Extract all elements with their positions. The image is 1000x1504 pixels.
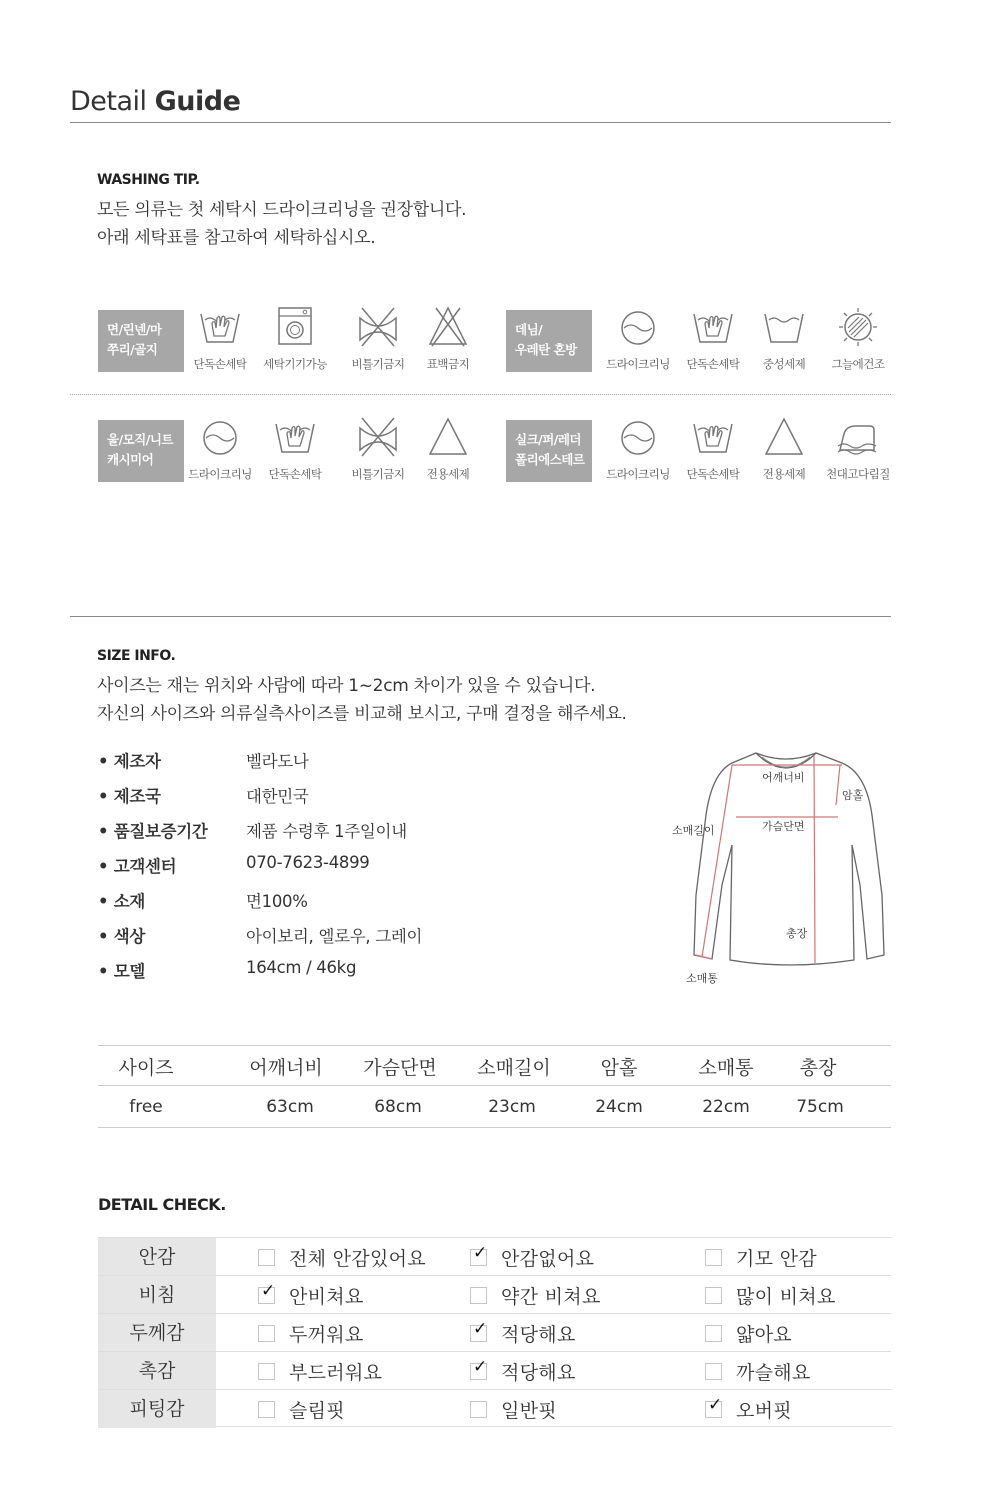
size-value-cuff: 22cm [702, 1097, 750, 1117]
wash-item: 전용세제 [746, 416, 822, 482]
wash-item: 드라이크리닝 [182, 416, 258, 482]
detail-row-sheerness: 비침 ✓ 안비쳐요 약간 비쳐요 많이 비쳐요 [98, 1275, 891, 1313]
size-info-label: SIZE INFO. [97, 648, 176, 664]
header-divider [70, 122, 891, 123]
diagram-label-shoulder: 어깨너비 [762, 771, 805, 784]
washing-category-silk: 실크/퍼/레더 폴리에스테르 [506, 420, 592, 482]
wash-item: 단독손세탁 [675, 416, 751, 482]
check-icon: ✓ [708, 1394, 723, 1415]
detail-option[interactable]: 슬림핏 [258, 1390, 345, 1428]
size-value-shoulder: 63cm [266, 1097, 314, 1117]
detail-option[interactable]: 부드러워요 [258, 1352, 382, 1390]
detail-option[interactable]: ✓ 안비쳐요 [258, 1276, 364, 1314]
size-header-length: 총장 [799, 1057, 837, 1079]
diagram-label-cuff: 소매통 [686, 972, 718, 985]
wash-item: 천대고다림질 [820, 416, 896, 482]
page-title: Detail Guide [70, 86, 241, 117]
check-icon: ✓ [261, 1280, 276, 1301]
diagram-label-sleeve: 소매길이 [672, 824, 715, 837]
checkbox[interactable] [470, 1356, 488, 1380]
checkbox[interactable] [705, 1249, 722, 1266]
detail-check-label: DETAIL CHECK. [98, 1195, 226, 1214]
detail-option[interactable]: 많이 비쳐요 [705, 1276, 836, 1314]
checkbox[interactable] [470, 1401, 487, 1418]
checkbox[interactable] [470, 1318, 488, 1342]
diagram-label-length: 총장 [786, 927, 808, 940]
detail-option[interactable]: ✓ 안감없어요 [470, 1238, 594, 1276]
size-header-sleeve: 소매길이 [477, 1057, 551, 1079]
size-value-size: free [129, 1097, 163, 1117]
dotted-divider [70, 394, 891, 395]
size-table [98, 1045, 891, 1129]
diagram-label-armhole: 암홀 [842, 789, 864, 802]
no-wring-icon [356, 306, 400, 348]
size-header-armhole: 암홀 [600, 1057, 638, 1079]
checkbox[interactable] [470, 1242, 488, 1266]
hand-wash-icon [691, 306, 735, 348]
size-value-chest: 68cm [374, 1097, 422, 1117]
hand-wash-icon [198, 306, 242, 348]
dry-clean-icon [198, 416, 242, 458]
wash-item: 표백금지 [410, 306, 486, 372]
washing-tip-desc: 모든 의류는 첫 세탁시 드라이크리닝을 권장합니다. 아래 세탁표를 참고하여 세탁하십시오. [97, 200, 467, 248]
size-table-mid-line [98, 1085, 891, 1086]
wash-item: 전용세제 [410, 416, 486, 482]
checkbox[interactable] [258, 1249, 275, 1266]
diagram-label-chest: 가슴단면 [762, 820, 805, 833]
hand-wash-icon [691, 416, 735, 458]
special-detergent-icon [762, 416, 806, 458]
no-wring-icon [356, 416, 400, 458]
size-value-armhole: 24cm [595, 1097, 643, 1117]
wash-item: 단독손세탁 [675, 306, 751, 372]
detail-option[interactable]: ✓ 적당해요 [470, 1352, 576, 1390]
check-icon: ✓ [473, 1356, 488, 1377]
washing-machine-icon [273, 306, 317, 348]
hand-wash-icon [273, 416, 317, 458]
detail-option[interactable]: 기모 안감 [705, 1238, 817, 1276]
washing-category-wool: 울/모직/니트 캐시미어 [98, 420, 184, 482]
checkbox[interactable] [705, 1287, 722, 1304]
section-divider [70, 616, 891, 617]
size-info-desc: 사이즈는 재는 위치와 사람에 따라 1~2cm 차이가 있을 수 있습니다. 자신의 사이즈와 의류실측사이즈를 비교해 보시고, 구매 결정을 해주세요. [97, 676, 627, 724]
washing-category-denim: 데님/ 우레탄 혼방 [506, 310, 592, 372]
checkbox[interactable] [258, 1280, 276, 1304]
size-value-sleeve: 23cm [488, 1097, 536, 1117]
checkbox[interactable] [258, 1401, 275, 1418]
detail-row-fit: 피팅감 슬림핏 일반핏 ✓ 오버핏 [98, 1389, 891, 1427]
wash-item: 그늘에건조 [820, 306, 896, 372]
checkbox[interactable] [258, 1363, 275, 1380]
detail-option[interactable]: ✓ 적당해요 [470, 1314, 576, 1352]
detail-option[interactable]: 얇아요 [705, 1314, 792, 1352]
detail-row-touch: 촉감 부드러워요 ✓ 적당해요 까슬해요 [98, 1351, 891, 1389]
wash-item: 드라이크리닝 [600, 306, 676, 372]
special-detergent-icon [426, 416, 470, 458]
wash-item: 비틀기금지 [340, 416, 416, 482]
checkbox[interactable] [705, 1363, 722, 1380]
washing-tip-label: WASHING TIP. [97, 172, 200, 188]
check-icon: ✓ [473, 1318, 488, 1339]
dry-clean-icon [616, 306, 660, 348]
detail-option[interactable]: 일반핏 [470, 1390, 557, 1428]
detail-option[interactable]: ✓ 오버핏 [705, 1390, 792, 1428]
washing-category-cotton: 면/린넨/마 쭈리/골지 [98, 310, 184, 372]
shade-dry-icon [836, 306, 880, 348]
size-header-cuff: 소매통 [698, 1057, 754, 1079]
wash-item: 중성세제 [746, 306, 822, 372]
size-table-top-line [98, 1045, 891, 1046]
wash-item: 드라이크리닝 [600, 416, 676, 482]
detail-option[interactable]: 전체 안감있어요 [258, 1238, 426, 1276]
detail-option[interactable]: 약간 비쳐요 [470, 1276, 601, 1314]
size-value-length: 75cm [796, 1097, 844, 1117]
checkbox[interactable] [705, 1394, 723, 1418]
size-table-bottom-line [98, 1127, 891, 1128]
detail-option[interactable]: 까슬해요 [705, 1352, 811, 1390]
detail-row-lining: 안감 전체 안감있어요 ✓ 안감없어요 기모 안감 [98, 1237, 891, 1275]
checkbox[interactable] [258, 1325, 275, 1342]
wash-item: 세탁기기가능 [257, 306, 333, 372]
detail-row-thickness: 두께감 두꺼워요 ✓ 적당해요 얇아요 [98, 1313, 891, 1351]
checkbox[interactable] [470, 1287, 487, 1304]
neutral-detergent-icon [762, 306, 806, 348]
check-icon: ✓ [473, 1242, 488, 1263]
size-header-shoulder: 어깨너비 [249, 1057, 323, 1079]
detail-option[interactable]: 두꺼워요 [258, 1314, 364, 1352]
checkbox[interactable] [705, 1325, 722, 1342]
size-header-size: 사이즈 [118, 1057, 174, 1079]
wash-item: 단독손세탁 [257, 416, 333, 482]
wash-item: 단독손세탁 [182, 306, 258, 372]
no-bleach-icon [426, 306, 470, 348]
dry-clean-icon [616, 416, 660, 458]
wash-item: 비틀기금지 [340, 306, 416, 372]
iron-with-cloth-icon [836, 416, 880, 458]
size-header-chest: 가슴단면 [363, 1057, 437, 1079]
